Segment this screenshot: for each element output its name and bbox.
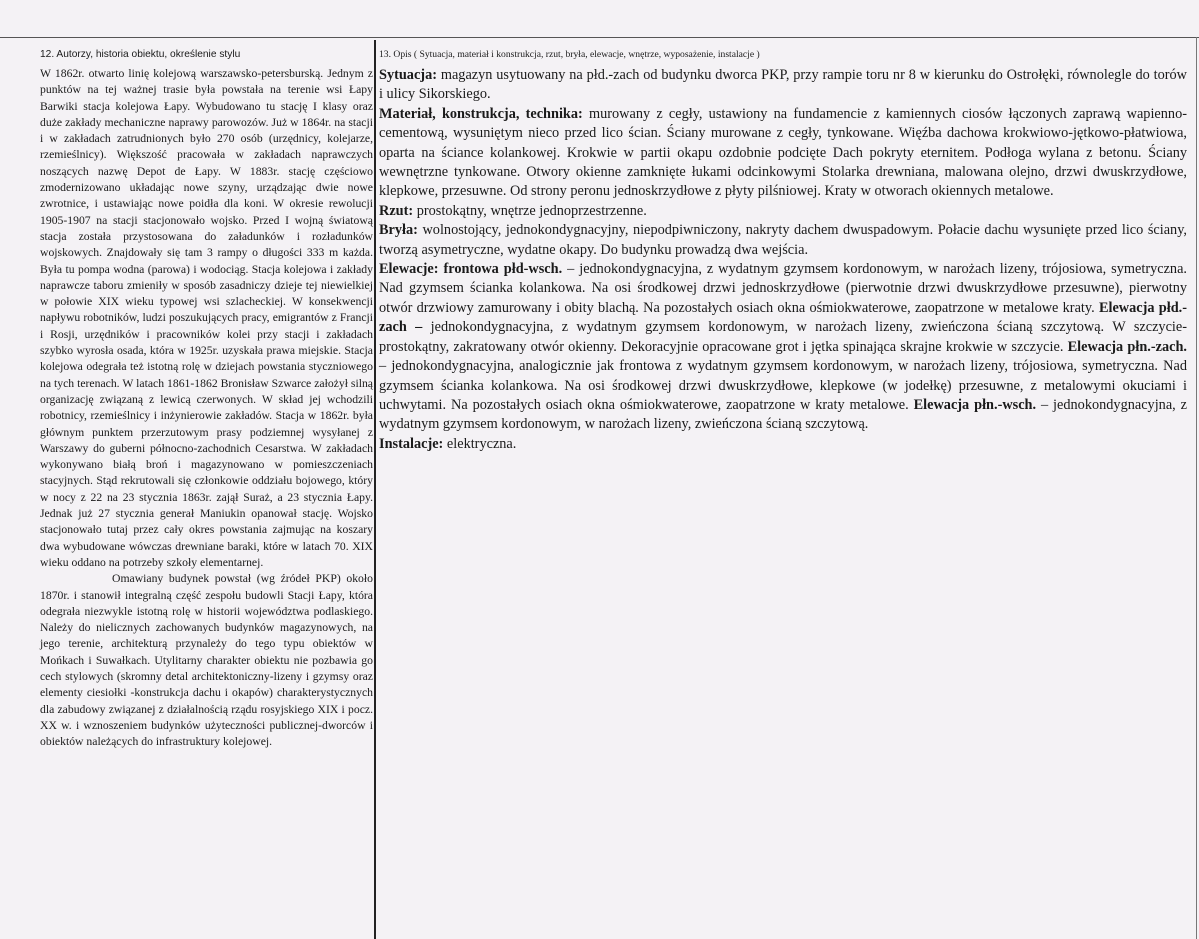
elewacja-frontowa-text: – jednokondygnacyjna, z wydatnym gzymsem kordonowym, w narożach lizeny, trójosiowa, symetryczna. Nad gzymsem ścianka kolankowa. Na osi środkowej drzwi jednoskrzydłowe (pierwotnie drzwi dwuskrzydłowe przesuwne), pierwotny otwór drzwiowy zamurowany i obity blachą. Na pozostałych osiach okna ośmiokwaterowe, zaopatrzone w metalowe kraty.: [379, 261, 1187, 316]
material-entry: [379, 105, 1187, 202]
form-right-rule: [1196, 37, 1197, 939]
sytuacja-label: Sytuacja:: [379, 67, 437, 83]
material-text: murowany z cegły, ustawiony na fundamencie z kamiennych ciosów łączonych zaprawą wapienno-cementową, wysuniętym nieco przed lico ścian. Ściany murowane z cegły, tynkowane. Więźba dachowa krokwiowo-jętkowo-płatwiowa, oparta na ściance kolankowej. Krokwie w partii okapu ozdobnie podcięte Dach pokryty eternitem. Podłoga wylana z betonu. Ściany wewnętrzne tynkowane. Otwory okienne zamknięte łukami odcinkowymi Stolarka drewniana, malowana olejno, drzwi dwuskrzydłowe, klepkowe, przesuwne. Od strony peronu jednoskrzydłowe z płyty pilśniowej. Kraty w otworach okiennych metalowe.: [379, 105, 1187, 200]
form-top-rule: [0, 37, 1199, 38]
rzut-entry: [379, 202, 1187, 221]
instalacje-label: Instalacje:: [379, 435, 444, 452]
history-body: [40, 66, 373, 750]
history-paragraph: W 1862r. otwarto linię kolejową warszawsko-petersburską. Jednym z punktów na tej ważnej trasie była powstała na terenie wsi Łapy Barwiki stacja kolejowa Łapy. Wybudowano tu stację I klasy oraz duże zakłady mechaniczne naprawy parowozów. Już w 1864r. na stacji i w zakładach zatrudnionych było 270 osób (urzędnicy, kolejarze, rzemieślnicy). Większość pracowała w zakładach naprawczych noszących nazwę Depot de Łapy. W 1883r. stację częściowo zmodernizowano układając nowe szyny, urządzając dwie nowe zwrotnice, i ustawiając nowe poidła dla koni. W okresie rewolucji 1905-1907 na stacji stacjonowało wojsko. Przed I wojną światową stacja została przystosowana do załadunków i rozładunków wojskowych. Znajdowały się tam 3 rampy o długości 333 m każda. Była tu pompa wodna (parowa) i wodociąg. Stacja kolejowa i zakłady naprawcze taboru zmieniły w sposób zasadniczy dzieje tej niewielkiej w połowie XIX wieku typowej wsi szlacheckiej. W konsekwencji napływu robotników, ludzi poszukujących pracy, emigrantów z Francji i Rosji, urzędników i pracowników kolei przy stacji i zakładach szybko wyrosła osada, która w 1925r. uzyskała prawa miejskie. Stacja kolejowa odegrała też istotną rolę w dziejach powstania styczniowego na tych terenach. W latach 1861-1862 Bronisław Szwarce założył silną organizację związaną z lewicą czerwonych. W skład jej wchodzili robotnicy, rzemieślnicy i inżynierowie zakładów. Stacja w 1862r. była głównym punktem przerzutowym prasy podziemnej wysyłanej z Warszawy do guberni północno-zachodnich Cesarstwa. W zakładach wykonywano białą broń i magazynowano w pomieszczeniach stacyjnych. Stąd rekrutowali się członkowie oddziału bojowego, który w nocy z 22 na 23 stycznia 1863r. zajął Suraż, a 23 stycznia Łapy. Jednak już 27 stycznia generał Maniukin opanował stację. Wojsko stacjonowało tutaj przez cały okres powstania zajmując na koszary dwa wybudowane wówczas drewniane baraki, które w latach 70. XIX wieku oddano na potrzeby szkoły elementarnej.: [40, 67, 373, 569]
sytuacja-entry: [379, 66, 1187, 105]
elewacja-pln-zach-text: – jednokondygnacyjna, analogicznie jak frontowa z wydatnym gzymsem kordonowym, w narożach lizeny, trójosiowa, symetryczna. Nad gzymsem ścianka kolankowa. Na osi środkowej drzwi dwuskrzydłowe, klepkowe (w jodełkę) przesuwne, z metalowymi okuciami i uchwytami. Na pozostałych osiach okna ośmiokwaterowe, zaopatrzone w kraty metalowe.: [379, 358, 1187, 413]
description-body: [379, 66, 1187, 454]
elewacja-frontowa-label: Elewacje: frontowa płd-wsch.: [379, 261, 563, 278]
column-divider: [374, 40, 376, 939]
elewacje-entry: [379, 260, 1187, 435]
instalacje-text: elektryczna.: [443, 435, 517, 452]
rzut-text: prostokątny, wnętrze jednoprzestrzenne.: [413, 202, 647, 219]
description-section-header: 13. Opis ( Sytuacja, materiał i konstrukcja, rzut, bryła, elewacje, wnętrze, wyposażenie, instalacje ): [379, 49, 760, 60]
bryla-entry: [379, 221, 1187, 260]
history-column: [40, 49, 373, 750]
history-section-header: 12. Autorzy, historia obiektu, określenie stylu: [40, 49, 241, 60]
elewacja-pln-wsch-label: Elewacja płn.-wsch.: [913, 396, 1037, 413]
elewacja-pld-zach-label: Elewacja płd.-zach –: [379, 299, 1188, 336]
bryla-text: wolnostojący, jednokondygnacyjny, niepodpiwniczony, nakryty dachem dwuspadowym. Połacie dachu wysunięte przed lico ściany, tworzą asymetryczne, wydatne okapy. Do budynku prowadzą dwa wejścia.: [379, 222, 1187, 258]
material-label: Materiał, konstrukcja, technika:: [379, 105, 583, 122]
description-column: [379, 49, 1187, 454]
rzut-label: Rzut:: [379, 202, 414, 219]
history-paragraph: Omawiany budynek powstał (wg źródeł PKP) około 1870r. i stanowił integralną część zespołu budowli Stacji Łapy, która odegrała niezwykle istotną rolę w historii województwa podlaskiego. Należy do nielicznych zachowanych budynków magazynowych, na jego terenie, architekturą przynależy do tego typu obiektów w Mońkach i Suwałkach. Utylitarny charakter obiektu nie pozbawia go cech stylowych (skromny detal architektoniczny-lizeny i gzymsy oraz elementy ciesiołki -konstrukcja dachu i okapów) charakterystycznych dla zabudowy związanej z działalnością rządu rosyjskiego XIX i pocz. XX w. i wznoszeniem budynków użyteczności publicznej-dworców i obiektów należących do infrastruktury kolejowej.: [40, 572, 373, 749]
elewacja-pln-zach-label: Elewacja płn.-zach.: [1067, 338, 1187, 355]
elewacja-pld-zach-text: jednokondygnacyjna, z wydatnym gzymsem kordonowym, w narożach lizeny, zwieńczona ścianą szczytową. W szczycie-prostokątny, zakratowany otwór okienny. Dekoracyjnie opracowane grot i jętka spinająca skrajne krokwie w szczycie.: [379, 319, 1187, 355]
instalacje-entry: [379, 435, 1187, 454]
elewacja-pln-wsch-text: – jednokondygnacyjna, z wydatnym gzymsem kordonowym, w narożach lizeny, zwieńczona ścianą szczytową.: [379, 396, 1187, 433]
bryla-label: Bryła:: [379, 222, 418, 239]
sytuacja-text: magazyn usytuowany na płd.-zach od budynku dworca PKP, przy rampie toru nr 8 w kierunku do Ostrołęki, równolegle do torów i ulicy Sikorskiego.: [379, 67, 1187, 103]
